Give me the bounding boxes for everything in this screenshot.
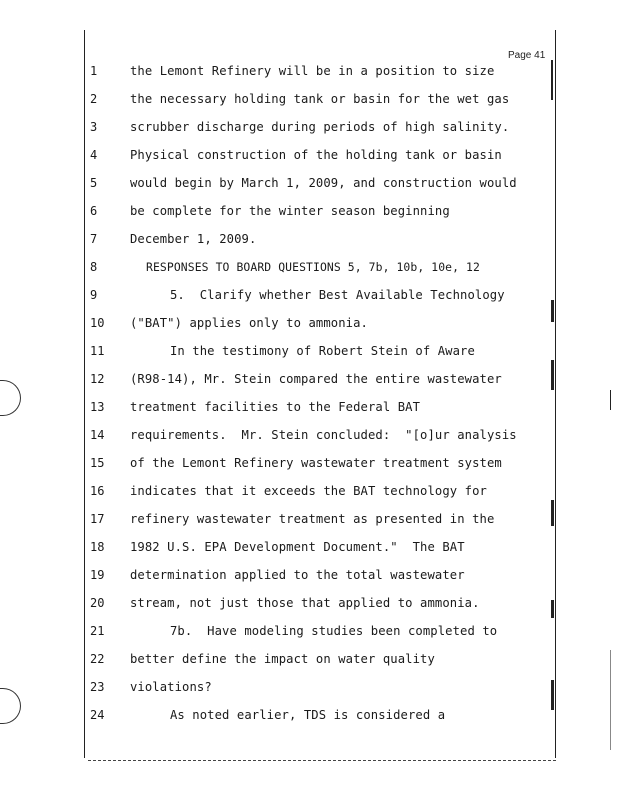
line-number: 9 xyxy=(90,288,98,302)
transcript-line xyxy=(0,312,560,334)
scan-artifact xyxy=(551,360,554,390)
scan-artifact xyxy=(551,500,554,526)
scan-artifact xyxy=(551,60,553,100)
transcript-line xyxy=(0,256,560,278)
line-text: requirements. Mr. Stein concluded: "[o]ur analysis xyxy=(130,428,517,442)
line-number: 12 xyxy=(90,372,105,386)
line-text: better define the impact on water quality xyxy=(130,652,435,666)
line-text: stream, not just those that applied to ammonia. xyxy=(130,596,480,610)
transcript-line xyxy=(0,172,560,194)
line-number: 2 xyxy=(90,92,98,106)
line-text: the Lemont Refinery will be in a position to size xyxy=(130,64,495,78)
transcript-line xyxy=(0,564,560,586)
transcript-line xyxy=(0,536,560,558)
transcript-line xyxy=(0,396,560,418)
line-text: December 1, 2009. xyxy=(130,232,257,246)
line-number: 7 xyxy=(90,232,98,246)
line-number: 24 xyxy=(90,708,105,722)
line-number: 23 xyxy=(90,680,105,694)
scan-artifact xyxy=(551,680,554,710)
transcript-line xyxy=(0,424,560,446)
transcript-line xyxy=(0,144,560,166)
line-text: refinery wastewater treatment as presented in the xyxy=(130,512,495,526)
line-number: 19 xyxy=(90,568,105,582)
transcript-line xyxy=(0,648,560,670)
transcript-line xyxy=(0,88,560,110)
line-text: be complete for the winter season beginning xyxy=(130,204,450,218)
transcript-line xyxy=(0,200,560,222)
line-number: 14 xyxy=(90,428,105,442)
transcript-line xyxy=(0,452,560,474)
line-text: 5. Clarify whether Best Available Technology xyxy=(170,288,505,302)
line-text: In the testimony of Robert Stein of Aware xyxy=(170,344,475,358)
line-number: 8 xyxy=(90,260,98,274)
line-number: 22 xyxy=(90,652,105,666)
line-number: 13 xyxy=(90,400,105,414)
transcript-line xyxy=(0,368,560,390)
line-number: 11 xyxy=(90,344,105,358)
line-text: scrubber discharge during periods of high salinity. xyxy=(130,120,510,134)
line-number: 18 xyxy=(90,540,105,554)
transcript-line xyxy=(0,60,560,82)
transcript-line xyxy=(0,592,560,614)
line-text: would begin by March 1, 2009, and construction would xyxy=(130,176,517,190)
line-number: 16 xyxy=(90,484,105,498)
line-number: 10 xyxy=(90,316,105,330)
scan-artifact xyxy=(610,650,611,750)
scan-artifact xyxy=(610,390,611,410)
scan-artifact xyxy=(551,600,554,618)
scan-artifact xyxy=(551,300,554,322)
transcript-line xyxy=(0,704,560,726)
line-text: As noted earlier, TDS is considered a xyxy=(170,708,446,722)
transcript-line xyxy=(0,480,560,502)
line-number: 15 xyxy=(90,456,105,470)
line-number: 21 xyxy=(90,624,105,638)
transcript-line xyxy=(0,340,560,362)
line-number: 1 xyxy=(90,64,98,78)
section-heading: RESPONSES TO BOARD QUESTIONS 5, 7b, 10b, 10e, 12 xyxy=(146,260,480,274)
page-number: Page 41 xyxy=(508,50,546,61)
line-text: violations? xyxy=(130,680,212,694)
transcript-line xyxy=(0,116,560,138)
line-text: ("BAT") applies only to ammonia. xyxy=(130,316,368,330)
transcript-line xyxy=(0,508,560,530)
line-text: Physical construction of the holding tank or basin xyxy=(130,148,502,162)
line-text: of the Lemont Refinery wastewater treatment system xyxy=(130,456,502,470)
transcript-line xyxy=(0,228,560,250)
bottom-rule xyxy=(88,760,556,761)
line-number: 6 xyxy=(90,204,98,218)
line-number: 3 xyxy=(90,120,98,134)
transcript-line xyxy=(0,284,560,306)
line-text: indicates that it exceeds the BAT technology for xyxy=(130,484,487,498)
line-number: 5 xyxy=(90,176,98,190)
line-number: 4 xyxy=(90,148,98,162)
line-text: determination applied to the total wastewater xyxy=(130,568,465,582)
transcript-line xyxy=(0,676,560,698)
line-text: (R98-14), Mr. Stein compared the entire wastewater xyxy=(130,372,502,386)
line-number: 20 xyxy=(90,596,105,610)
line-text: the necessary holding tank or basin for the wet gas xyxy=(130,92,510,106)
line-text: treatment facilities to the Federal BAT xyxy=(130,400,421,414)
transcript-line xyxy=(0,620,560,642)
line-text: 7b. Have modeling studies been completed to xyxy=(170,624,498,638)
line-text: 1982 U.S. EPA Development Document." The BAT xyxy=(130,540,465,554)
line-number: 17 xyxy=(90,512,105,526)
